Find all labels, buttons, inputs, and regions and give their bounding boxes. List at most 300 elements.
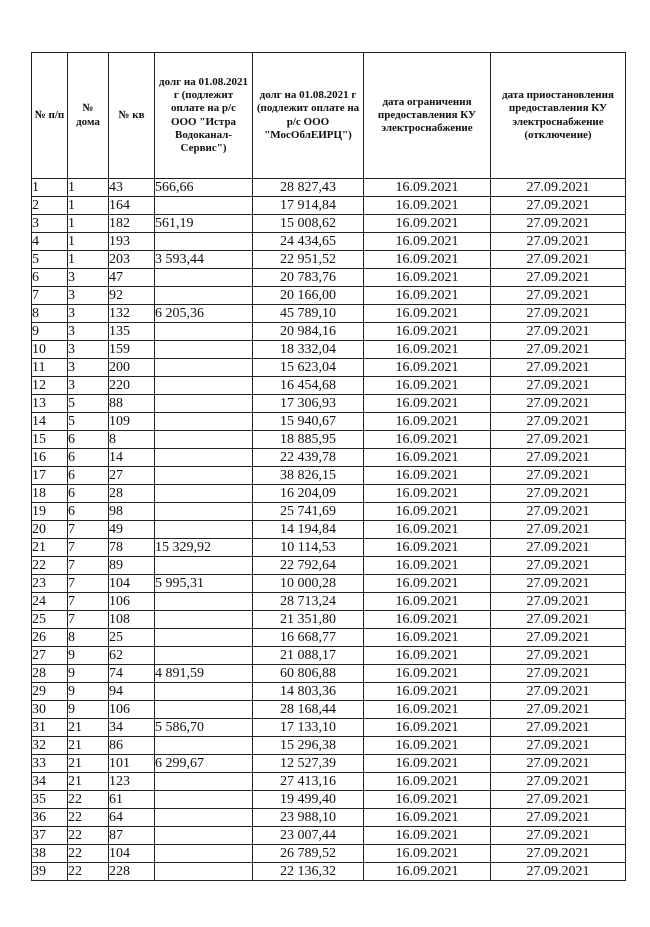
row-number-cell: 31 bbox=[32, 719, 68, 737]
debt-mosobleirc-cell: 38 826,15 bbox=[253, 467, 364, 485]
limitation-date-cell: 16.09.2021 bbox=[364, 395, 491, 413]
debt-mosobleirc-cell: 15 296,38 bbox=[253, 737, 364, 755]
house-number-cell: 1 bbox=[68, 251, 109, 269]
limitation-date-cell: 16.09.2021 bbox=[364, 809, 491, 827]
apartment-number-cell: 28 bbox=[109, 485, 155, 503]
debt-istra-cell: 6 205,36 bbox=[155, 305, 253, 323]
debt-mosobleirc-cell: 16 454,68 bbox=[253, 377, 364, 395]
row-number-cell: 32 bbox=[32, 737, 68, 755]
row-number-cell: 34 bbox=[32, 773, 68, 791]
header-house-number: № дома bbox=[68, 53, 109, 179]
suspension-date-cell: 27.09.2021 bbox=[491, 359, 626, 377]
debt-istra-cell: 5 586,70 bbox=[155, 719, 253, 737]
debt-istra-cell bbox=[155, 485, 253, 503]
row-number-cell: 7 bbox=[32, 287, 68, 305]
apartment-number-cell: 228 bbox=[109, 863, 155, 881]
row-number-cell: 24 bbox=[32, 593, 68, 611]
table-row bbox=[32, 719, 626, 737]
suspension-date-cell: 27.09.2021 bbox=[491, 791, 626, 809]
house-number-cell: 6 bbox=[68, 503, 109, 521]
suspension-date-cell: 27.09.2021 bbox=[491, 701, 626, 719]
row-number-cell: 13 bbox=[32, 395, 68, 413]
table-row bbox=[32, 251, 626, 269]
debt-mosobleirc-cell: 23 988,10 bbox=[253, 809, 364, 827]
house-number-cell: 3 bbox=[68, 359, 109, 377]
apartment-number-cell: 101 bbox=[109, 755, 155, 773]
suspension-date-cell: 27.09.2021 bbox=[491, 539, 626, 557]
debt-mosobleirc-cell: 60 806,88 bbox=[253, 665, 364, 683]
apartment-number-cell: 200 bbox=[109, 359, 155, 377]
table-row bbox=[32, 377, 626, 395]
table-row bbox=[32, 665, 626, 683]
house-number-cell: 21 bbox=[68, 773, 109, 791]
house-number-cell: 3 bbox=[68, 323, 109, 341]
debtors-table bbox=[31, 52, 626, 881]
apartment-number-cell: 27 bbox=[109, 467, 155, 485]
row-number-cell: 26 bbox=[32, 629, 68, 647]
apartment-number-cell: 88 bbox=[109, 395, 155, 413]
limitation-date-cell: 16.09.2021 bbox=[364, 305, 491, 323]
table-row bbox=[32, 539, 626, 557]
house-number-cell: 7 bbox=[68, 593, 109, 611]
debt-istra-cell: 5 995,31 bbox=[155, 575, 253, 593]
apartment-number-cell: 220 bbox=[109, 377, 155, 395]
debt-istra-cell bbox=[155, 773, 253, 791]
debt-istra-cell bbox=[155, 233, 253, 251]
debt-istra-cell bbox=[155, 611, 253, 629]
debt-mosobleirc-cell: 17 133,10 bbox=[253, 719, 364, 737]
suspension-date-cell: 27.09.2021 bbox=[491, 683, 626, 701]
suspension-date-cell: 27.09.2021 bbox=[491, 305, 626, 323]
debt-istra-cell bbox=[155, 197, 253, 215]
house-number-cell: 21 bbox=[68, 737, 109, 755]
suspension-date-cell: 27.09.2021 bbox=[491, 665, 626, 683]
house-number-cell: 3 bbox=[68, 341, 109, 359]
limitation-date-cell: 16.09.2021 bbox=[364, 719, 491, 737]
debt-mosobleirc-cell: 14 194,84 bbox=[253, 521, 364, 539]
debt-mosobleirc-cell: 22 951,52 bbox=[253, 251, 364, 269]
house-number-cell: 9 bbox=[68, 683, 109, 701]
debt-istra-cell: 15 329,92 bbox=[155, 539, 253, 557]
debt-istra-cell: 566,66 bbox=[155, 179, 253, 197]
row-number-cell: 36 bbox=[32, 809, 68, 827]
limitation-date-cell: 16.09.2021 bbox=[364, 701, 491, 719]
limitation-date-cell: 16.09.2021 bbox=[364, 179, 491, 197]
row-number-cell: 29 bbox=[32, 683, 68, 701]
row-number-cell: 23 bbox=[32, 575, 68, 593]
table-row bbox=[32, 791, 626, 809]
suspension-date-cell: 27.09.2021 bbox=[491, 467, 626, 485]
debt-mosobleirc-cell: 21 088,17 bbox=[253, 647, 364, 665]
debt-mosobleirc-cell: 19 499,40 bbox=[253, 791, 364, 809]
suspension-date-cell: 27.09.2021 bbox=[491, 773, 626, 791]
debt-mosobleirc-cell: 16 668,77 bbox=[253, 629, 364, 647]
suspension-date-cell: 27.09.2021 bbox=[491, 611, 626, 629]
suspension-date-cell: 27.09.2021 bbox=[491, 737, 626, 755]
suspension-date-cell: 27.09.2021 bbox=[491, 629, 626, 647]
suspension-date-cell: 27.09.2021 bbox=[491, 521, 626, 539]
table-row bbox=[32, 215, 626, 233]
limitation-date-cell: 16.09.2021 bbox=[364, 755, 491, 773]
debt-istra-cell bbox=[155, 737, 253, 755]
debt-istra-cell bbox=[155, 827, 253, 845]
debt-istra-cell bbox=[155, 377, 253, 395]
limitation-date-cell: 16.09.2021 bbox=[364, 485, 491, 503]
row-number-cell: 39 bbox=[32, 863, 68, 881]
apartment-number-cell: 98 bbox=[109, 503, 155, 521]
table-row bbox=[32, 593, 626, 611]
header-row bbox=[32, 53, 626, 179]
debt-mosobleirc-cell: 28 168,44 bbox=[253, 701, 364, 719]
house-number-cell: 3 bbox=[68, 269, 109, 287]
house-number-cell: 5 bbox=[68, 395, 109, 413]
limitation-date-cell: 16.09.2021 bbox=[364, 323, 491, 341]
table-row bbox=[32, 827, 626, 845]
house-number-cell: 7 bbox=[68, 611, 109, 629]
limitation-date-cell: 16.09.2021 bbox=[364, 773, 491, 791]
house-number-cell: 7 bbox=[68, 575, 109, 593]
apartment-number-cell: 89 bbox=[109, 557, 155, 575]
debt-istra-cell bbox=[155, 323, 253, 341]
suspension-date-cell: 27.09.2021 bbox=[491, 809, 626, 827]
debt-mosobleirc-cell: 12 527,39 bbox=[253, 755, 364, 773]
debt-istra-cell: 3 593,44 bbox=[155, 251, 253, 269]
debt-mosobleirc-cell: 10 000,28 bbox=[253, 575, 364, 593]
apartment-number-cell: 61 bbox=[109, 791, 155, 809]
debt-istra-cell bbox=[155, 647, 253, 665]
row-number-cell: 30 bbox=[32, 701, 68, 719]
suspension-date-cell: 27.09.2021 bbox=[491, 827, 626, 845]
suspension-date-cell: 27.09.2021 bbox=[491, 197, 626, 215]
row-number-cell: 12 bbox=[32, 377, 68, 395]
house-number-cell: 6 bbox=[68, 485, 109, 503]
apartment-number-cell: 87 bbox=[109, 827, 155, 845]
limitation-date-cell: 16.09.2021 bbox=[364, 251, 491, 269]
table-row bbox=[32, 269, 626, 287]
limitation-date-cell: 16.09.2021 bbox=[364, 467, 491, 485]
debt-istra-cell bbox=[155, 287, 253, 305]
table-row bbox=[32, 197, 626, 215]
suspension-date-cell: 27.09.2021 bbox=[491, 215, 626, 233]
apartment-number-cell: 94 bbox=[109, 683, 155, 701]
suspension-date-cell: 27.09.2021 bbox=[491, 503, 626, 521]
debt-mosobleirc-cell: 20 783,76 bbox=[253, 269, 364, 287]
apartment-number-cell: 159 bbox=[109, 341, 155, 359]
row-number-cell: 18 bbox=[32, 485, 68, 503]
limitation-date-cell: 16.09.2021 bbox=[364, 737, 491, 755]
debt-istra-cell bbox=[155, 395, 253, 413]
header-debt-mosobleirc: долг на 01.08.2021 г (подлежит оплате на р/с ООО "МосОблЕИРЦ") bbox=[253, 53, 364, 179]
table-row bbox=[32, 809, 626, 827]
limitation-date-cell: 16.09.2021 bbox=[364, 539, 491, 557]
apartment-number-cell: 164 bbox=[109, 197, 155, 215]
apartment-number-cell: 34 bbox=[109, 719, 155, 737]
limitation-date-cell: 16.09.2021 bbox=[364, 413, 491, 431]
debt-istra-cell bbox=[155, 701, 253, 719]
debt-istra-cell bbox=[155, 341, 253, 359]
limitation-date-cell: 16.09.2021 bbox=[364, 791, 491, 809]
debt-istra-cell bbox=[155, 845, 253, 863]
debt-mosobleirc-cell: 16 204,09 bbox=[253, 485, 364, 503]
limitation-date-cell: 16.09.2021 bbox=[364, 215, 491, 233]
limitation-date-cell: 16.09.2021 bbox=[364, 233, 491, 251]
debt-istra-cell bbox=[155, 413, 253, 431]
table-row bbox=[32, 521, 626, 539]
debt-istra-cell bbox=[155, 503, 253, 521]
suspension-date-cell: 27.09.2021 bbox=[491, 557, 626, 575]
debt-istra-cell bbox=[155, 359, 253, 377]
limitation-date-cell: 16.09.2021 bbox=[364, 683, 491, 701]
row-number-cell: 3 bbox=[32, 215, 68, 233]
apartment-number-cell: 92 bbox=[109, 287, 155, 305]
house-number-cell: 7 bbox=[68, 521, 109, 539]
row-number-cell: 6 bbox=[32, 269, 68, 287]
debt-istra-cell bbox=[155, 557, 253, 575]
debt-istra-cell bbox=[155, 863, 253, 881]
apartment-number-cell: 74 bbox=[109, 665, 155, 683]
debt-istra-cell: 4 891,59 bbox=[155, 665, 253, 683]
debt-mosobleirc-cell: 18 332,04 bbox=[253, 341, 364, 359]
debt-mosobleirc-cell: 28 827,43 bbox=[253, 179, 364, 197]
debt-mosobleirc-cell: 17 914,84 bbox=[253, 197, 364, 215]
table-row bbox=[32, 701, 626, 719]
header-row-number: № п/п bbox=[32, 53, 68, 179]
table-row bbox=[32, 485, 626, 503]
row-number-cell: 5 bbox=[32, 251, 68, 269]
row-number-cell: 28 bbox=[32, 665, 68, 683]
debt-mosobleirc-cell: 21 351,80 bbox=[253, 611, 364, 629]
limitation-date-cell: 16.09.2021 bbox=[364, 431, 491, 449]
debt-istra-cell bbox=[155, 683, 253, 701]
house-number-cell: 6 bbox=[68, 431, 109, 449]
table-row bbox=[32, 431, 626, 449]
suspension-date-cell: 27.09.2021 bbox=[491, 755, 626, 773]
header-limitation-date: дата ограничения предоставления КУ электроснабжение bbox=[364, 53, 491, 179]
suspension-date-cell: 27.09.2021 bbox=[491, 431, 626, 449]
debt-istra-cell bbox=[155, 449, 253, 467]
debt-istra-cell bbox=[155, 629, 253, 647]
debt-istra-cell bbox=[155, 791, 253, 809]
house-number-cell: 22 bbox=[68, 845, 109, 863]
suspension-date-cell: 27.09.2021 bbox=[491, 413, 626, 431]
limitation-date-cell: 16.09.2021 bbox=[364, 863, 491, 881]
table-row bbox=[32, 395, 626, 413]
apartment-number-cell: 25 bbox=[109, 629, 155, 647]
table-row bbox=[32, 359, 626, 377]
table-row bbox=[32, 179, 626, 197]
house-number-cell: 1 bbox=[68, 179, 109, 197]
apartment-number-cell: 104 bbox=[109, 845, 155, 863]
row-number-cell: 8 bbox=[32, 305, 68, 323]
row-number-cell: 4 bbox=[32, 233, 68, 251]
debt-istra-cell bbox=[155, 269, 253, 287]
debt-mosobleirc-cell: 18 885,95 bbox=[253, 431, 364, 449]
house-number-cell: 6 bbox=[68, 467, 109, 485]
apartment-number-cell: 8 bbox=[109, 431, 155, 449]
limitation-date-cell: 16.09.2021 bbox=[364, 341, 491, 359]
debt-mosobleirc-cell: 25 741,69 bbox=[253, 503, 364, 521]
table-row bbox=[32, 863, 626, 881]
suspension-date-cell: 27.09.2021 bbox=[491, 377, 626, 395]
suspension-date-cell: 27.09.2021 bbox=[491, 341, 626, 359]
apartment-number-cell: 62 bbox=[109, 647, 155, 665]
row-number-cell: 16 bbox=[32, 449, 68, 467]
row-number-cell: 19 bbox=[32, 503, 68, 521]
suspension-date-cell: 27.09.2021 bbox=[491, 395, 626, 413]
header-suspension-date: дата приостановления предоставления КУ электроснабжение (отключение) bbox=[491, 53, 626, 179]
table-row bbox=[32, 503, 626, 521]
apartment-number-cell: 182 bbox=[109, 215, 155, 233]
limitation-date-cell: 16.09.2021 bbox=[364, 359, 491, 377]
debt-mosobleirc-cell: 22 792,64 bbox=[253, 557, 364, 575]
house-number-cell: 1 bbox=[68, 197, 109, 215]
house-number-cell: 5 bbox=[68, 413, 109, 431]
debt-mosobleirc-cell: 15 623,04 bbox=[253, 359, 364, 377]
house-number-cell: 1 bbox=[68, 233, 109, 251]
house-number-cell: 7 bbox=[68, 539, 109, 557]
debt-istra-cell: 561,19 bbox=[155, 215, 253, 233]
suspension-date-cell: 27.09.2021 bbox=[491, 845, 626, 863]
debt-mosobleirc-cell: 14 803,36 bbox=[253, 683, 364, 701]
table-row bbox=[32, 341, 626, 359]
house-number-cell: 22 bbox=[68, 791, 109, 809]
table-row bbox=[32, 773, 626, 791]
house-number-cell: 1 bbox=[68, 215, 109, 233]
table-row bbox=[32, 755, 626, 773]
row-number-cell: 14 bbox=[32, 413, 68, 431]
row-number-cell: 37 bbox=[32, 827, 68, 845]
apartment-number-cell: 64 bbox=[109, 809, 155, 827]
row-number-cell: 25 bbox=[32, 611, 68, 629]
row-number-cell: 17 bbox=[32, 467, 68, 485]
row-number-cell: 22 bbox=[32, 557, 68, 575]
suspension-date-cell: 27.09.2021 bbox=[491, 593, 626, 611]
debt-mosobleirc-cell: 23 007,44 bbox=[253, 827, 364, 845]
apartment-number-cell: 203 bbox=[109, 251, 155, 269]
table-row bbox=[32, 287, 626, 305]
row-number-cell: 2 bbox=[32, 197, 68, 215]
house-number-cell: 7 bbox=[68, 557, 109, 575]
row-number-cell: 27 bbox=[32, 647, 68, 665]
header-debt-istra-vodokanal: долг на 01.08.2021 г (подлежит оплате на р/с ООО "Истра Водоканал-Сервис") bbox=[155, 53, 253, 179]
row-number-cell: 1 bbox=[32, 179, 68, 197]
limitation-date-cell: 16.09.2021 bbox=[364, 647, 491, 665]
debt-mosobleirc-cell: 20 984,16 bbox=[253, 323, 364, 341]
suspension-date-cell: 27.09.2021 bbox=[491, 863, 626, 881]
debt-mosobleirc-cell: 20 166,00 bbox=[253, 287, 364, 305]
row-number-cell: 35 bbox=[32, 791, 68, 809]
apartment-number-cell: 123 bbox=[109, 773, 155, 791]
limitation-date-cell: 16.09.2021 bbox=[364, 629, 491, 647]
table-row bbox=[32, 611, 626, 629]
house-number-cell: 9 bbox=[68, 701, 109, 719]
apartment-number-cell: 14 bbox=[109, 449, 155, 467]
house-number-cell: 8 bbox=[68, 629, 109, 647]
debt-mosobleirc-cell: 45 789,10 bbox=[253, 305, 364, 323]
table-row bbox=[32, 647, 626, 665]
limitation-date-cell: 16.09.2021 bbox=[364, 521, 491, 539]
debt-mosobleirc-cell: 28 713,24 bbox=[253, 593, 364, 611]
limitation-date-cell: 16.09.2021 bbox=[364, 611, 491, 629]
suspension-date-cell: 27.09.2021 bbox=[491, 647, 626, 665]
table-row bbox=[32, 233, 626, 251]
table-row bbox=[32, 629, 626, 647]
apartment-number-cell: 132 bbox=[109, 305, 155, 323]
limitation-date-cell: 16.09.2021 bbox=[364, 503, 491, 521]
limitation-date-cell: 16.09.2021 bbox=[364, 593, 491, 611]
house-number-cell: 22 bbox=[68, 827, 109, 845]
table-row bbox=[32, 557, 626, 575]
suspension-date-cell: 27.09.2021 bbox=[491, 251, 626, 269]
row-number-cell: 11 bbox=[32, 359, 68, 377]
table-row bbox=[32, 575, 626, 593]
row-number-cell: 38 bbox=[32, 845, 68, 863]
limitation-date-cell: 16.09.2021 bbox=[364, 575, 491, 593]
house-number-cell: 22 bbox=[68, 863, 109, 881]
apartment-number-cell: 106 bbox=[109, 593, 155, 611]
apartment-number-cell: 78 bbox=[109, 539, 155, 557]
debt-mosobleirc-cell: 22 439,78 bbox=[253, 449, 364, 467]
house-number-cell: 9 bbox=[68, 647, 109, 665]
apartment-number-cell: 106 bbox=[109, 701, 155, 719]
suspension-date-cell: 27.09.2021 bbox=[491, 179, 626, 197]
house-number-cell: 22 bbox=[68, 809, 109, 827]
apartment-number-cell: 104 bbox=[109, 575, 155, 593]
table-row bbox=[32, 323, 626, 341]
table-row bbox=[32, 467, 626, 485]
apartment-number-cell: 108 bbox=[109, 611, 155, 629]
suspension-date-cell: 27.09.2021 bbox=[491, 575, 626, 593]
debt-istra-cell bbox=[155, 521, 253, 539]
limitation-date-cell: 16.09.2021 bbox=[364, 665, 491, 683]
debt-mosobleirc-cell: 26 789,52 bbox=[253, 845, 364, 863]
debt-istra-cell: 6 299,67 bbox=[155, 755, 253, 773]
house-number-cell: 3 bbox=[68, 305, 109, 323]
header-apartment-number: № кв bbox=[109, 53, 155, 179]
suspension-date-cell: 27.09.2021 bbox=[491, 323, 626, 341]
table-row bbox=[32, 737, 626, 755]
apartment-number-cell: 193 bbox=[109, 233, 155, 251]
suspension-date-cell: 27.09.2021 bbox=[491, 233, 626, 251]
row-number-cell: 20 bbox=[32, 521, 68, 539]
apartment-number-cell: 47 bbox=[109, 269, 155, 287]
debt-mosobleirc-cell: 17 306,93 bbox=[253, 395, 364, 413]
apartment-number-cell: 109 bbox=[109, 413, 155, 431]
suspension-date-cell: 27.09.2021 bbox=[491, 269, 626, 287]
row-number-cell: 10 bbox=[32, 341, 68, 359]
debt-mosobleirc-cell: 10 114,53 bbox=[253, 539, 364, 557]
debt-istra-cell bbox=[155, 593, 253, 611]
limitation-date-cell: 16.09.2021 bbox=[364, 287, 491, 305]
debt-mosobleirc-cell: 22 136,32 bbox=[253, 863, 364, 881]
table-row bbox=[32, 413, 626, 431]
apartment-number-cell: 43 bbox=[109, 179, 155, 197]
debt-istra-cell bbox=[155, 467, 253, 485]
limitation-date-cell: 16.09.2021 bbox=[364, 377, 491, 395]
limitation-date-cell: 16.09.2021 bbox=[364, 269, 491, 287]
debt-mosobleirc-cell: 15 940,67 bbox=[253, 413, 364, 431]
limitation-date-cell: 16.09.2021 bbox=[364, 827, 491, 845]
row-number-cell: 21 bbox=[32, 539, 68, 557]
house-number-cell: 9 bbox=[68, 665, 109, 683]
row-number-cell: 33 bbox=[32, 755, 68, 773]
table-row bbox=[32, 449, 626, 467]
house-number-cell: 3 bbox=[68, 377, 109, 395]
row-number-cell: 15 bbox=[32, 431, 68, 449]
limitation-date-cell: 16.09.2021 bbox=[364, 197, 491, 215]
apartment-number-cell: 49 bbox=[109, 521, 155, 539]
apartment-number-cell: 86 bbox=[109, 737, 155, 755]
